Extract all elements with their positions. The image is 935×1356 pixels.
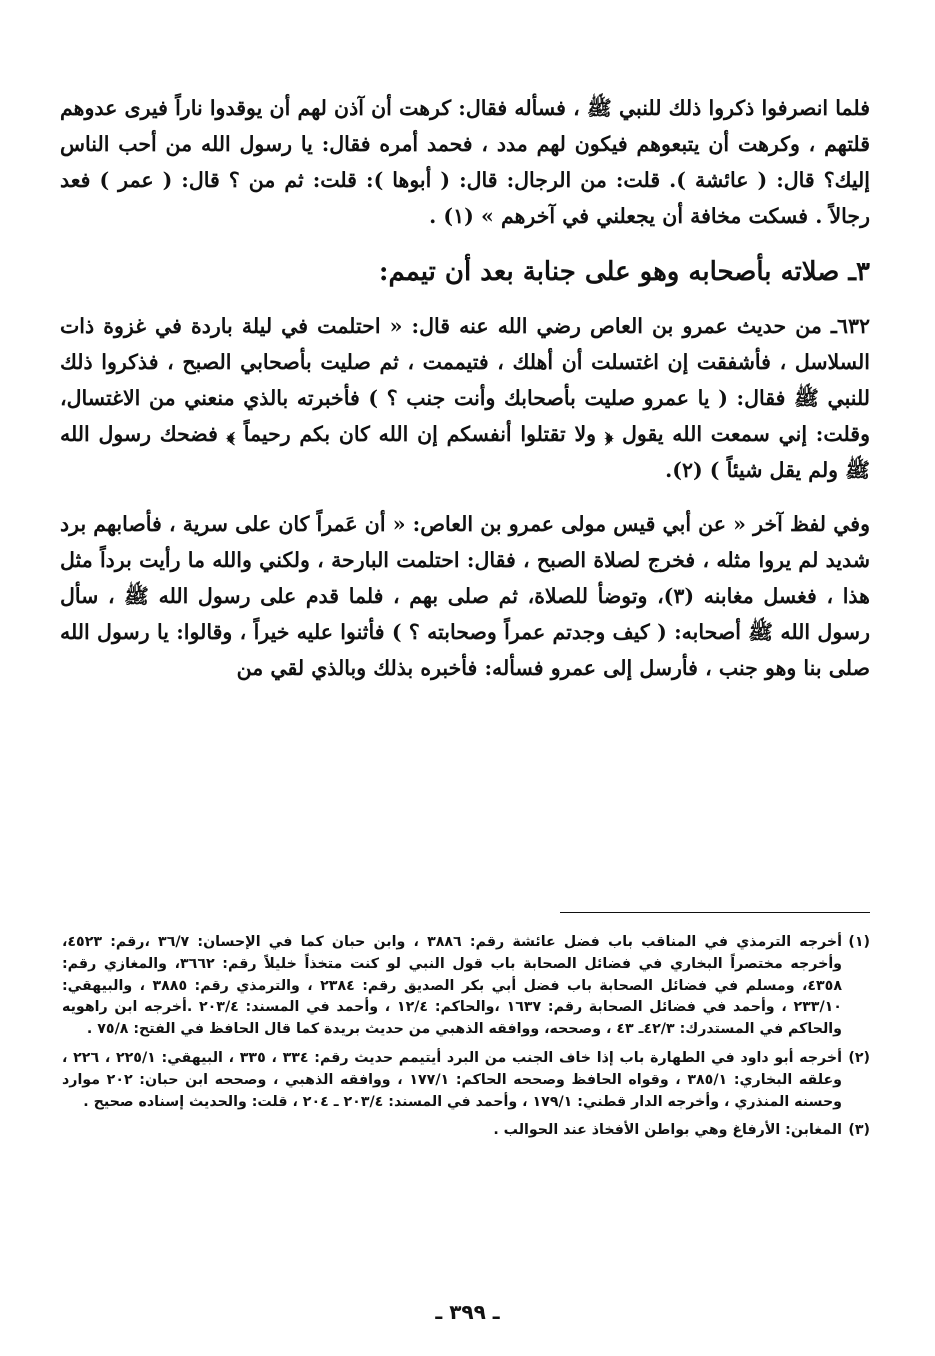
paragraph-2: ٦٣٢ـ من حديث عمرو بن العاص رضي الله عنه قال: « احتلمت في ليلة باردة في غزوة ذات السلاسل ، فأشفقت إن اغتسلت أن أهلك ، فتيممت ، ثم صليت بأصحابي الصبح ، فذكروا ذلك للنبي ﷺ فقال: ( يا عمرو صليت بأصحابك وأنت جنب ؟ ) فأخبرته بالذي منعني من الاغتسال، وقلت: إني سمعت الله يقول ﴿ ولا تقتلوا أنفسكم إن الله كان بكم رحيماً ﴾ فضحك رسول الله ﷺ ولم يقل شيئاً ) (٢). [60,314,870,482]
paragraph-3: وفي لفظ آخر « عن أبي قيس مولى عمرو بن العاص: « أن عَمراً كان على سرية ، فأصابهم برد شديد لم يروا مثله ، فخرج لصلاة الصبح ، فقال: احتلمت البارحة ، ولكني والله ما رأيت برداً مثل هذا ، فغسل مغابنه (٣)، وتوضأ للصلاة، ثم صلى بهم ، فلما قدم على رسول الله ﷺ ، سأل رسول الله ﷺ أصحابه: ( كيف وجدتم عمراً وصحابته ؟ ) فأثنوا عليه خيراً ، وقالوا: يا رسول الله صلى بنا وهو جنب ، فأرسل إلى عمرو فسأله: فأخبره بذلك وبالذي لقي من [60,512,870,680]
footnote-1 [62,932,870,1041]
page-number: ـ ٣٩٩ ـ [435,1300,500,1324]
footnote-3 [62,1120,870,1142]
footnote-number: (٢) [848,1049,870,1066]
footnote-number: (١) [848,934,870,950]
footnotes [62,932,870,1149]
footnote-number: (٣) [848,1122,870,1139]
footnote-text: أخرجه الترمذي في المناقب باب فضل عائشة رقم: ٣٨٨٦ ، وابن حبان كما في الإحسان: ٣٦/٧ ،رقم: ٤٥٢٣، وأخرجه مختصراً البخاري في فضائل الصحابة باب قول النبي لو كنت متخذاً خليلاً رقم: ٣٦٦٢، والمغازي رقم: ٤٣٥٨، ومسلم في فضائل الصحابة باب فضل أبي بكر الصديق رقم: ٢٣٨٤ ، والترمذي رقم: ٣٨٨٥ ، والبيهقي: ٢٣٣/١٠ ، وأحمد في فضائل الصحابة رقم: ١٦٣٧ ،والحاكم: ١٢/٤ ، وأحمد في المسند: ٢٠٣/٤ .أخرجه ابن راهويه والحاكم في المستدرك: ٤٢/٣ـ ٤٣ ، وصححه، ووافقه الذهبي من حديث بريدة كما قال الحافظ في الفتح: ٧٥/٨ . [62,934,842,1038]
footnote-divider [560,912,870,913]
main-text [60,90,870,686]
paragraph-1: فلما انصرفوا ذكروا ذلك للنبي ﷺ ، فسأله فقال: كرهت أن آذن لهم أن يوقدوا ناراً فيرى عدوهم قلتهم ، وكرهت أن يتبعوهم فيكون لهم مدد ، فحمد أمره فقال: يا رسول الله من أحب الناس إليك؟ قال: ( عائشة ). قلت: من الرجال: قال: ( أبوها ): قلت: ثم من ؟ قال: ( عمر ) فعد رجالاً . فسكت مخافة أن يجعلني في آخرهم » (١) . [60,96,870,228]
section-heading: ٣ـ صلاته بأصحابه وهو على جنابة بعد أن تيمم: [378,257,870,287]
footnote-text: أخرجه أبو داود في الطهارة باب إذا خاف الجنب من البرد أيتيمم حديث رقم: ٣٣٤ ، ٣٣٥ ، البيهقي: ٢٢٥/١ ، ٢٢٦ ، وعلقه البخاري: ٣٨٥/١ ، وقواه الحافظ وصححه الحاكم: ١٧٧/١ ، ووافقه الذهبي ، وصححه ابن حبان: ٢٠٢ موارد وحسنه المنذري ، وأخرجه الدار قطني: ١٧٩/١ ، وأحمد في المسند: ٢٠٣/٤ ـ ٢٠٤ ، قلت: والحديث إسناده صحيح . [62,1049,843,1110]
footnote-2 [62,1048,870,1113]
footnote-text: المغابن: الأرفاغ وهي بواطن الأفخاذ عند الحوالب . [493,1122,842,1139]
